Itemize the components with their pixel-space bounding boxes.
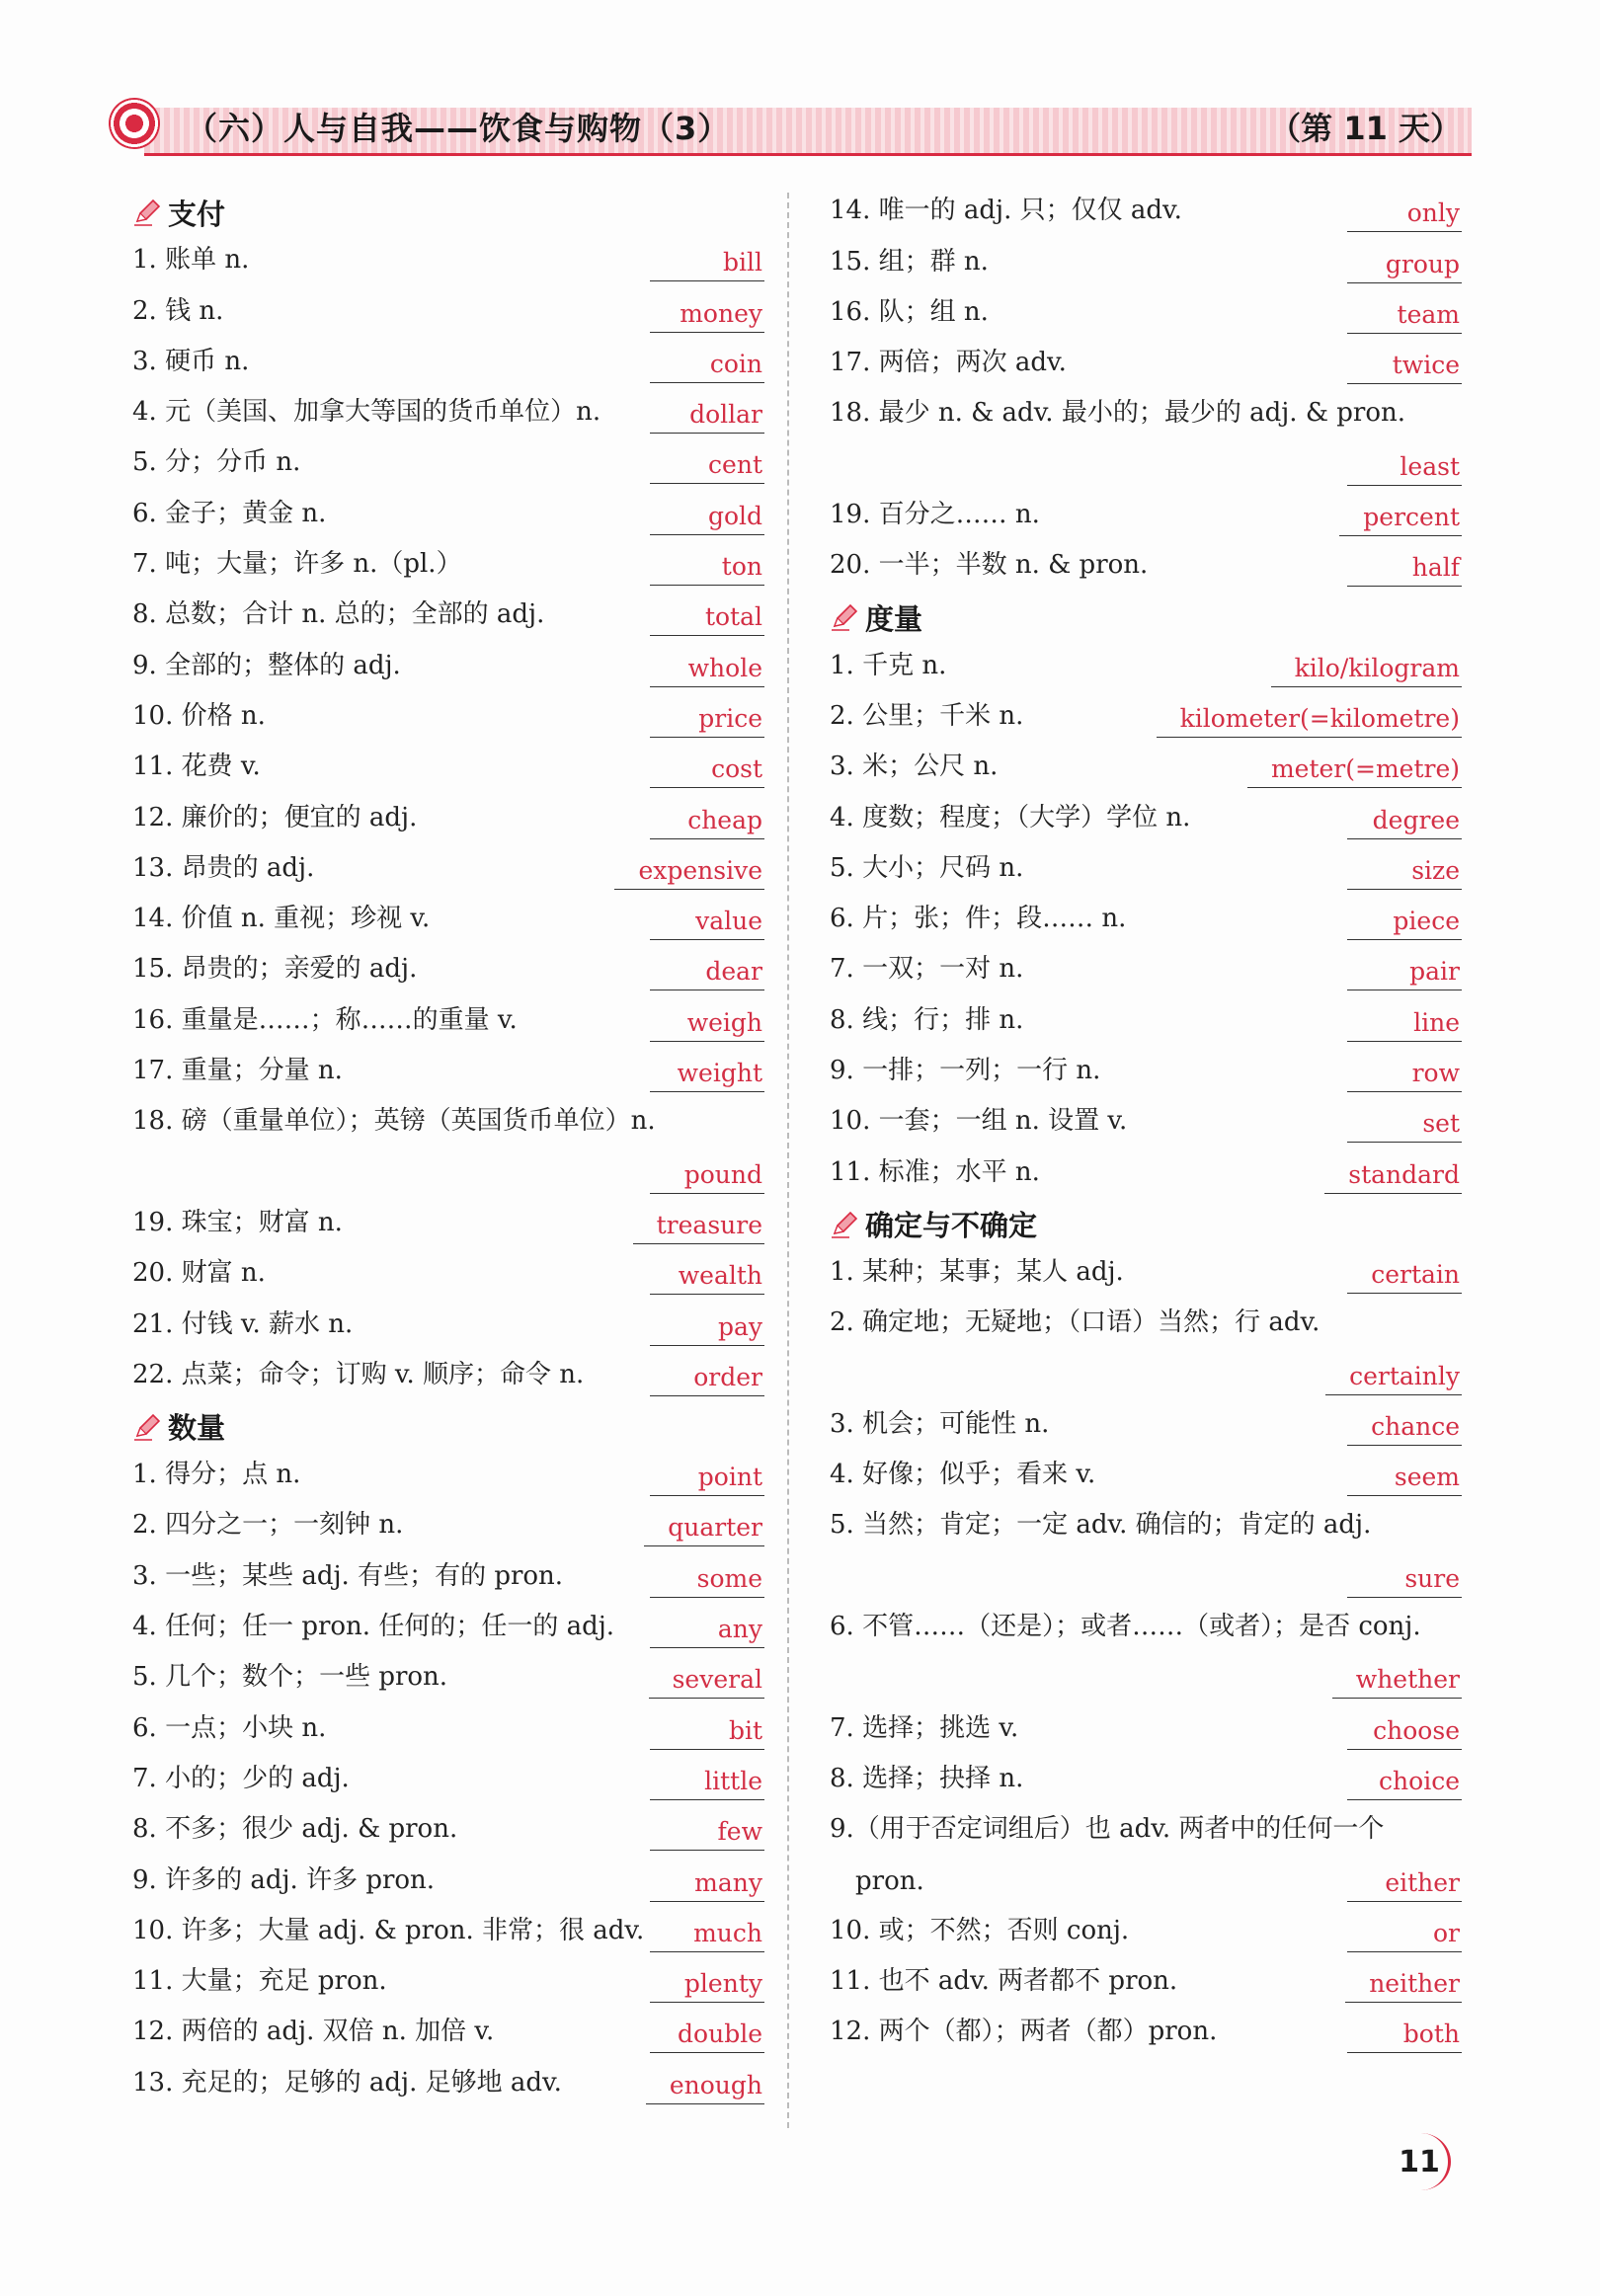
vocab-item bbox=[132, 389, 764, 439]
vocab-item bbox=[132, 439, 764, 490]
vocab-prompt: 1. 账单 n. bbox=[132, 245, 250, 276]
vocab-prompt: 6. 一点；小块 n. bbox=[132, 1712, 327, 1743]
vocab-answer: pay bbox=[650, 1312, 764, 1346]
vocab-answer: much bbox=[650, 1919, 764, 1952]
vocab-prompt: 2. 公里；千米 n. bbox=[830, 700, 1024, 731]
pencil-icon bbox=[830, 1210, 859, 1239]
vocab-prompt: 16. 队；组 n. bbox=[830, 296, 989, 327]
vocab-prompt: 14. 价值 n. 重视；珍视 v. bbox=[132, 904, 431, 934]
section-title-label: 支付 bbox=[168, 197, 226, 231]
vocab-item bbox=[830, 1148, 1462, 1199]
vocab-item bbox=[830, 1604, 1462, 1705]
vocab-item bbox=[830, 896, 1462, 946]
vocab-item bbox=[830, 1958, 1462, 2009]
vocab-answer: value bbox=[650, 907, 764, 940]
vocab-prompt: 10. 或；不然；否则 conj. bbox=[830, 1915, 1130, 1945]
vocab-answer: team bbox=[1347, 300, 1462, 334]
vocab-item bbox=[830, 542, 1462, 593]
vocab-item bbox=[132, 541, 764, 592]
vocab-prompt: 9. 许多的 adj. 许多 pron. bbox=[132, 1864, 436, 1895]
vocab-item bbox=[132, 1200, 764, 1250]
vocab-item bbox=[830, 744, 1462, 794]
vocab-prompt: 9. 一排；一列；一行 n. bbox=[830, 1056, 1101, 1086]
vocab-answer: gold bbox=[650, 502, 764, 535]
vocab-prompt: 5. 当然；肯定；一定 adv. 确信的；肯定的 adj. bbox=[830, 1510, 1372, 1541]
vocab-answer: kilo/kilogram bbox=[1271, 654, 1462, 687]
vocab-item bbox=[830, 1401, 1462, 1452]
vocab-prompt: 5. 分；分币 n. bbox=[132, 447, 301, 478]
vocab-answer: chance bbox=[1347, 1412, 1462, 1446]
vocab-item bbox=[830, 1502, 1462, 1604]
vocab-item bbox=[830, 1756, 1462, 1806]
vocab-prompt: 13. 昂贵的 adj. bbox=[132, 852, 315, 883]
vocab-item bbox=[132, 287, 764, 338]
vocab-prompt: 12. 两倍的 adj. 双倍 n. 加倍 v. bbox=[132, 2017, 495, 2047]
vocab-prompt: 20. 一半；半数 n. & pron. bbox=[830, 550, 1149, 581]
vocab-item bbox=[132, 1502, 764, 1552]
vocab-item bbox=[830, 1908, 1462, 1958]
vocab-answer: enough bbox=[646, 2071, 764, 2104]
vocab-item bbox=[830, 1300, 1462, 1401]
vocab-answer: ton bbox=[650, 552, 764, 586]
vocab-answer: any bbox=[650, 1615, 764, 1648]
vocab-item bbox=[132, 1301, 764, 1351]
section-title bbox=[830, 1200, 1462, 1249]
vocab-item bbox=[830, 390, 1462, 492]
pencil-icon bbox=[132, 1412, 162, 1442]
left-column bbox=[132, 188, 764, 2110]
vocab-item bbox=[132, 592, 764, 642]
vocab-answer: weigh bbox=[650, 1008, 764, 1042]
vocab-item bbox=[132, 1806, 764, 1857]
vocab-item bbox=[132, 1654, 764, 1704]
vocab-item bbox=[132, 339, 764, 389]
vocab-item bbox=[132, 490, 764, 540]
vocab-answer: bit bbox=[650, 1716, 764, 1750]
vocab-item bbox=[132, 237, 764, 287]
vocab-prompt: 11. 标准；水平 n. bbox=[830, 1156, 1040, 1187]
vocab-item bbox=[132, 642, 764, 692]
vocab-prompt: 7. 吨；大量；许多 n.（pl.） bbox=[132, 549, 462, 580]
vocab-item bbox=[132, 1857, 764, 1907]
vocab-answer: seem bbox=[1347, 1463, 1462, 1496]
vocab-item bbox=[132, 1098, 764, 1200]
vocab-answer: few bbox=[650, 1817, 764, 1851]
vocab-answer: treasure bbox=[633, 1211, 764, 1244]
vocab-prompt: 10. 许多；大量 adj. & pron. 非常；很 adv. bbox=[132, 1915, 645, 1945]
target-logo-icon bbox=[109, 98, 160, 149]
vocab-prompt: 4. 任何；任一 pron. 任何的；任一的 adj. bbox=[132, 1612, 615, 1642]
vocab-prompt: 12. 廉价的；便宜的 adj. bbox=[132, 802, 418, 832]
page-number: 11 bbox=[1391, 2133, 1451, 2190]
vocab-prompt: 7. 一双；一对 n. bbox=[830, 954, 1024, 985]
section-title bbox=[132, 188, 764, 237]
vocab-answer: row bbox=[1347, 1059, 1462, 1092]
vocab-item bbox=[132, 1704, 764, 1755]
vocab-item bbox=[830, 1098, 1462, 1148]
vocab-prompt: 2. 钱 n. bbox=[132, 295, 224, 326]
vocab-answer: several bbox=[649, 1665, 764, 1699]
page-title: （六）人与自我——饮食与购物（3） bbox=[186, 110, 731, 147]
vocab-prompt: 6. 片；张；件；段…… n. bbox=[830, 904, 1127, 934]
vocab-prompt: 3. 一些；某些 adj. 有些；有的 pron. bbox=[132, 1560, 564, 1591]
column-divider bbox=[787, 193, 789, 2128]
vocab-answer: percent bbox=[1339, 503, 1462, 536]
vocab-prompt: 3. 硬币 n. bbox=[132, 346, 250, 376]
vocab-item bbox=[132, 1756, 764, 1806]
vocab-answer: point bbox=[650, 1463, 764, 1496]
vocab-prompt: 5. 几个；数个；一些 pron. bbox=[132, 1662, 448, 1693]
pencil-icon bbox=[132, 198, 162, 227]
vocab-prompt: 7. 选择；挑选 v. bbox=[830, 1712, 1019, 1743]
vocab-answer: kilometer(=kilometre) bbox=[1157, 704, 1462, 738]
vocab-prompt: 13. 充足的；足够的 adj. 足够地 adv. bbox=[132, 2067, 562, 2098]
pencil-icon bbox=[830, 602, 859, 632]
vocab-prompt: 12. 两个（都）；两者（都）pron. bbox=[830, 2017, 1218, 2047]
vocab-answer: choose bbox=[1347, 1716, 1462, 1750]
vocab-answer: or bbox=[1347, 1919, 1462, 1952]
vocab-answer: both bbox=[1347, 2019, 1462, 2053]
vocab-prompt: 20. 财富 n. bbox=[132, 1258, 266, 1289]
vocab-answer: pair bbox=[1347, 957, 1462, 990]
vocab-item bbox=[132, 744, 764, 794]
vocab-prompt: 11. 大量；充足 pron. bbox=[132, 1966, 387, 1997]
vocab-item bbox=[132, 1552, 764, 1603]
vocab-prompt: 1. 某种；某事；某人 adj. bbox=[830, 1256, 1124, 1287]
vocab-answer: least bbox=[1347, 452, 1462, 486]
vocab-item bbox=[132, 1604, 764, 1654]
vocab-answer: pound bbox=[650, 1160, 764, 1194]
vocab-answer: neither bbox=[1345, 1969, 1462, 2003]
vocab-answer: little bbox=[650, 1767, 764, 1800]
vocab-answer: whole bbox=[650, 654, 764, 687]
vocab-answer: double bbox=[650, 2019, 764, 2053]
vocab-answer: line bbox=[1347, 1008, 1462, 1042]
vocab-prompt: 17. 重量；分量 n. bbox=[132, 1056, 343, 1086]
vocab-prompt: 17. 两倍；两次 adv. bbox=[830, 348, 1067, 378]
vocab-prompt: 9.（用于否定词组后）也 adv. 两者中的任何一个 bbox=[830, 1814, 1385, 1845]
vocab-answer: cost bbox=[650, 754, 764, 788]
vocab-answer: meter(=metre) bbox=[1247, 754, 1462, 788]
vocab-prompt: 4. 度数；程度；（大学）学位 n. bbox=[830, 802, 1191, 832]
vocab-answer: money bbox=[650, 299, 764, 333]
vocab-prompt: 9. 全部的；整体的 adj. bbox=[132, 650, 401, 680]
vocab-prompt: 2. 四分之一；一刻钟 n. bbox=[132, 1510, 404, 1541]
vocab-item bbox=[830, 238, 1462, 288]
vocab-prompt: 15. 组；群 n. bbox=[830, 246, 989, 277]
vocab-answer: set bbox=[1347, 1109, 1462, 1143]
vocab-item bbox=[132, 896, 764, 946]
vocab-item bbox=[830, 188, 1462, 238]
vocab-answer: half bbox=[1347, 553, 1462, 587]
vocab-item bbox=[132, 996, 764, 1047]
vocab-prompt: 19. 珠宝；财富 n. bbox=[132, 1207, 343, 1237]
vocab-item bbox=[132, 1352, 764, 1402]
vocab-prompt: 3. 米；公尺 n. bbox=[830, 752, 999, 782]
vocab-item bbox=[830, 1452, 1462, 1502]
vocab-prompt: 3. 机会；可能性 n. bbox=[830, 1408, 1050, 1439]
vocab-item bbox=[830, 492, 1462, 542]
vocab-prompt: 10. 价格 n. bbox=[132, 700, 266, 731]
vocab-item bbox=[830, 946, 1462, 996]
vocab-answer: total bbox=[650, 602, 764, 636]
vocab-prompt: 22. 点菜；命令；订购 v. 顺序；命令 n. bbox=[132, 1359, 585, 1389]
vocab-answer: plenty bbox=[650, 1969, 764, 2003]
vocab-item bbox=[830, 1806, 1462, 1908]
vocab-answer: coin bbox=[650, 350, 764, 383]
vocab-answer: bill bbox=[650, 248, 764, 281]
vocab-prompt: 5. 大小；尺码 n. bbox=[830, 852, 1024, 883]
day-label: （第 11 天） bbox=[1269, 110, 1462, 147]
vocab-prompt: 2. 确定地；无疑地；（口语）当然；行 adv. bbox=[830, 1307, 1320, 1338]
vocab-item bbox=[132, 2009, 764, 2059]
vocab-answer: standard bbox=[1324, 1160, 1462, 1194]
vocab-item bbox=[132, 693, 764, 744]
vocab-prompt: 11. 也不 adv. 两者都不 pron. bbox=[830, 1966, 1178, 1997]
vocab-answer: expensive bbox=[614, 856, 764, 890]
vocab-answer: twice bbox=[1347, 351, 1462, 384]
vocab-answer: certain bbox=[1347, 1260, 1462, 1294]
vocab-answer: only bbox=[1347, 198, 1462, 232]
vocab-prompt: 16. 重量是……；称……的重量 v. bbox=[132, 1004, 518, 1035]
vocab-item bbox=[132, 845, 764, 896]
vocab-item bbox=[830, 1048, 1462, 1098]
vocab-answer: order bbox=[650, 1363, 764, 1396]
vocab-answer: some bbox=[650, 1564, 764, 1598]
vocab-item bbox=[830, 642, 1462, 692]
vocab-answer: whether bbox=[1332, 1665, 1462, 1699]
vocab-answer: either bbox=[1347, 1868, 1462, 1902]
vocab-prompt: 8. 线；行；排 n. bbox=[830, 1004, 1024, 1035]
vocab-answer: weight bbox=[650, 1059, 764, 1092]
vocab-prompt: 8. 不多；很少 adj. & pron. bbox=[132, 1814, 458, 1845]
vocab-item bbox=[132, 1452, 764, 1502]
vocab-answer: size bbox=[1347, 856, 1462, 890]
vocab-prompt: 7. 小的；少的 adj. bbox=[132, 1763, 350, 1793]
vocab-answer: sure bbox=[1347, 1564, 1462, 1598]
vocab-prompt: 14. 唯一的 adj. 只；仅仅 adv. bbox=[830, 196, 1182, 226]
vocab-answer: group bbox=[1347, 250, 1462, 283]
vocab-prompt: 4. 元（美国、加拿大等国的货币单位）n. bbox=[132, 397, 601, 428]
vocab-item bbox=[132, 1908, 764, 1958]
vocab-answer: piece bbox=[1347, 907, 1462, 940]
vocab-item bbox=[132, 1048, 764, 1098]
vocab-prompt: 8. 总数；合计 n. 总的；全部的 adj. bbox=[132, 599, 545, 630]
section-title-label: 度量 bbox=[865, 601, 923, 636]
vocab-answer: price bbox=[650, 704, 764, 738]
vocab-prompt: 1. 千克 n. bbox=[830, 650, 947, 680]
vocab-item bbox=[132, 1250, 764, 1301]
vocab-item bbox=[132, 1958, 764, 2009]
vocab-prompt: 10. 一套；一组 n. 设置 v. bbox=[830, 1106, 1128, 1137]
vocab-answer: dear bbox=[650, 957, 764, 990]
vocab-item bbox=[830, 340, 1462, 390]
vocab-item bbox=[132, 794, 764, 844]
vocab-answer: wealth bbox=[650, 1261, 764, 1295]
vocab-answer: cent bbox=[650, 450, 764, 484]
page-header bbox=[109, 94, 1472, 163]
vocab-answer: dollar bbox=[650, 400, 764, 434]
vocab-item bbox=[830, 1249, 1462, 1300]
vocab-item bbox=[830, 794, 1462, 844]
vocab-answer: many bbox=[650, 1868, 764, 1902]
vocab-item bbox=[830, 845, 1462, 896]
vocab-prompt: 6. 不管……（还是）；或者……（或者）；是否 conj. bbox=[830, 1612, 1421, 1642]
vocab-prompt: 19. 百分之…… n. bbox=[830, 500, 1040, 530]
vocab-item bbox=[830, 289, 1462, 340]
vocab-item bbox=[132, 2059, 764, 2109]
vocab-prompt: 11. 花费 v. bbox=[132, 752, 261, 782]
section-title bbox=[132, 1402, 764, 1452]
vocab-item bbox=[132, 946, 764, 996]
vocab-prompt: 6. 金子；黄金 n. bbox=[132, 498, 327, 528]
vocab-prompt: 8. 选择；抉择 n. bbox=[830, 1763, 1024, 1793]
vocab-answer: degree bbox=[1347, 806, 1462, 839]
vocab-item bbox=[830, 1704, 1462, 1755]
vocab-answer: choice bbox=[1347, 1767, 1462, 1800]
vocab-prompt: 1. 得分；点 n. bbox=[132, 1460, 301, 1490]
vocab-item bbox=[830, 2009, 1462, 2059]
section-title bbox=[830, 593, 1462, 642]
section-title-label: 确定与不确定 bbox=[865, 1209, 1038, 1243]
vocab-answer: quarter bbox=[644, 1513, 764, 1546]
vocab-prompt: 21. 付钱 v. 薪水 n. bbox=[132, 1308, 354, 1339]
vocab-item bbox=[830, 693, 1462, 744]
right-column bbox=[830, 188, 1462, 2059]
vocab-answer: cheap bbox=[650, 806, 764, 839]
vocab-prompt: 15. 昂贵的；亲爱的 adj. bbox=[132, 954, 418, 985]
vocab-prompt: 18. 磅（重量单位）；英镑（英国货币单位）n. bbox=[132, 1106, 656, 1137]
vocab-item bbox=[830, 996, 1462, 1047]
vocab-prompt: 18. 最少 n. & adv. 最小的；最少的 adj. & pron. bbox=[830, 398, 1405, 429]
vocab-prompt: 4. 好像；似乎；看来 v. bbox=[830, 1460, 1096, 1490]
vocab-answer: certainly bbox=[1325, 1362, 1462, 1395]
section-title-label: 数量 bbox=[168, 1411, 226, 1446]
vocab-prompt-continued: pron. bbox=[855, 1865, 924, 1896]
